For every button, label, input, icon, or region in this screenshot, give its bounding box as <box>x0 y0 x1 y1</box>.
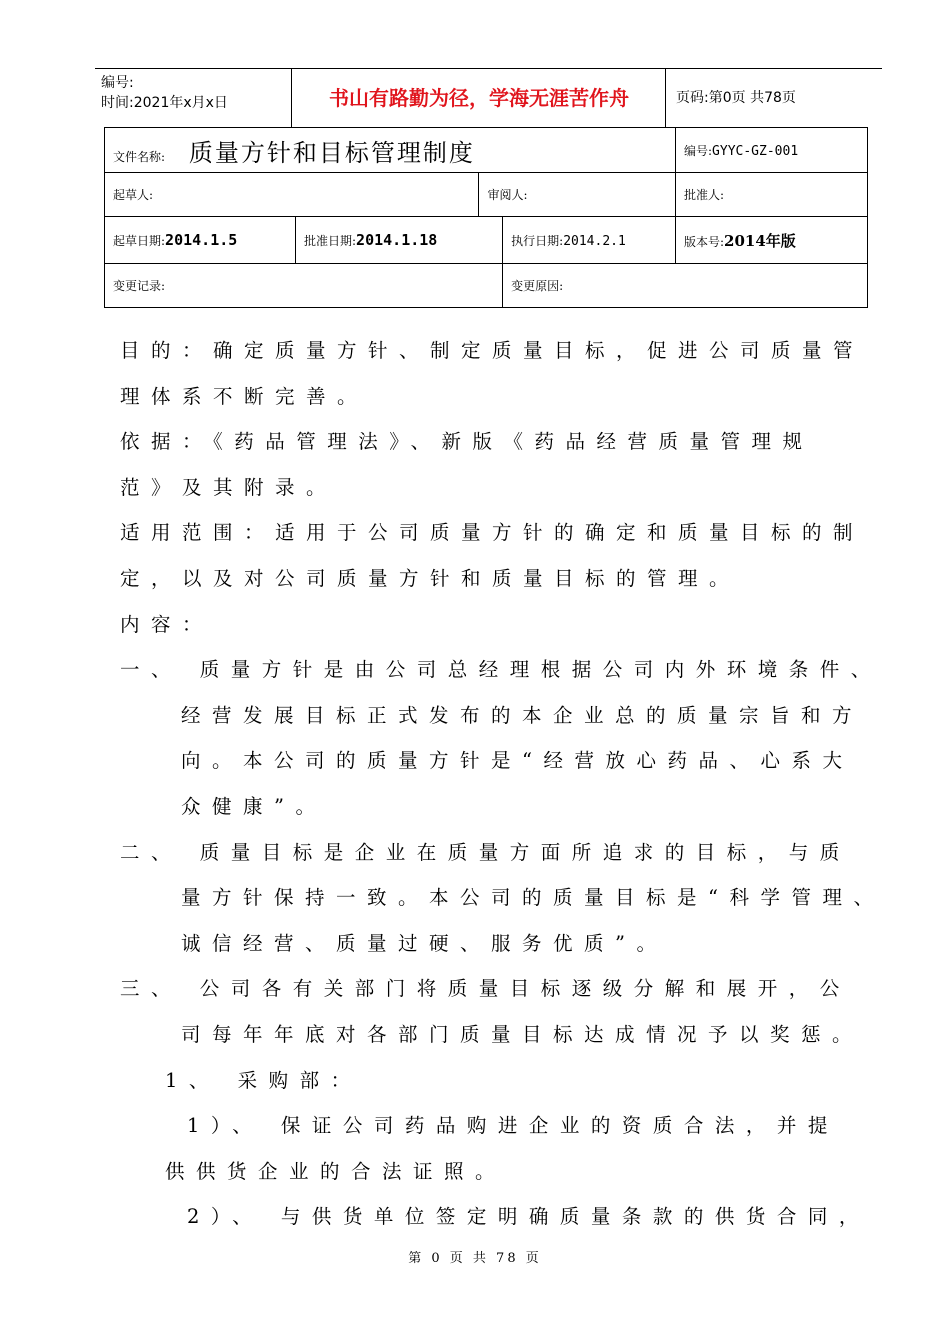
body-line: 理体系不断完善。 <box>120 384 369 408</box>
header-motto: 书山有路勤为径，学海无涯苦作舟 <box>293 69 666 127</box>
draft-date-label: 起草日期: <box>113 234 166 248</box>
body-line: 供供货企业的合法证照。 <box>165 1159 507 1183</box>
exec-date-label: 执行日期: <box>511 233 564 248</box>
body-line: 1）、 保证公司药品购进企业的资质合法，并提 <box>187 1114 839 1138</box>
change-reason-cell: 变更原因: <box>503 264 868 308</box>
drafter-cell: 起草人: <box>105 173 479 217</box>
approve-date-label: 批准日期: <box>304 234 357 248</box>
code-value: GYYC-GZ-001 <box>712 143 799 159</box>
document-header <box>95 68 882 128</box>
body-line: 一、 质量方针是由公司总经理根据公司内外环境条件、 <box>120 658 882 682</box>
body-line: 司每年年底对各部门质量目标达成情况予以奖惩。 <box>181 1022 864 1046</box>
change-record-cell: 变更记录: <box>105 264 503 308</box>
reviewer-cell: 审阅人: <box>479 173 676 217</box>
approve-date: 2014.1.18 <box>356 231 438 249</box>
file-name: 质量方针和目标管理制度 <box>188 138 475 167</box>
body-line: 1、 采购部： <box>165 1068 362 1092</box>
header-info <box>95 69 292 127</box>
header-number: 编号: <box>101 75 134 91</box>
body-line: 诚信经营、质量过硬、服务优质”。 <box>181 931 668 955</box>
body-line: 量方针保持一致。本公司的质量目标是“科学管理、 <box>181 886 885 910</box>
draft-date-cell <box>105 217 296 264</box>
code-label: 编号: <box>684 143 713 158</box>
code-cell <box>676 128 868 173</box>
version-cell <box>676 217 868 264</box>
version-label: 版本号: <box>684 234 725 249</box>
body-line: 向。本公司的质量方针是“经营放心药品、心系大 <box>181 749 854 773</box>
body-line: 内容： <box>120 612 214 636</box>
file-name-cell <box>105 128 676 173</box>
body-line: 定，以及对公司质量方针和质量目标的管理。 <box>120 566 741 590</box>
version: 2014年版 <box>724 231 796 250</box>
body-line: 适用范围：适用于公司质量方针的确定和质量目标的制 <box>120 521 865 545</box>
exec-date-cell <box>503 217 676 264</box>
header-page-number: 页码:第0页 共78页 <box>676 90 796 106</box>
draft-date: 2014.1.5 <box>165 231 238 249</box>
document-body <box>120 328 885 1240</box>
approver-cell: 批准人: <box>676 173 868 217</box>
body-line: 范》及其附录。 <box>120 475 338 499</box>
body-line: 二、 质量目标是企业在质量方面所追求的目标，与质 <box>120 840 851 864</box>
header-time: 时间:2021年x月x日 <box>101 95 228 111</box>
body-line: 众健康”。 <box>181 794 327 818</box>
body-line: 经营发展目标正式发布的本企业总的质量宗旨和方 <box>181 703 864 727</box>
body-line: 三、 公司各有关部门将质量目标逐级分解和展开，公 <box>120 977 851 1001</box>
body-line: 依据：《药品管理法》、新版《药品经营质量管理规 <box>120 430 814 454</box>
exec-date: 2014.2.1 <box>563 233 626 249</box>
body-line: 2）、 与供货单位签定明确质量条款的供货合同， <box>187 1205 870 1229</box>
document-info-table <box>104 127 868 308</box>
file-name-label: 文件名称: <box>113 149 166 164</box>
page-footer: 第 0 页 共 78 页 <box>408 1251 542 1266</box>
approve-date-cell <box>296 217 503 264</box>
body-line: 目的：确定质量方针、制定质量目标，促进公司质量管 <box>120 339 865 362</box>
